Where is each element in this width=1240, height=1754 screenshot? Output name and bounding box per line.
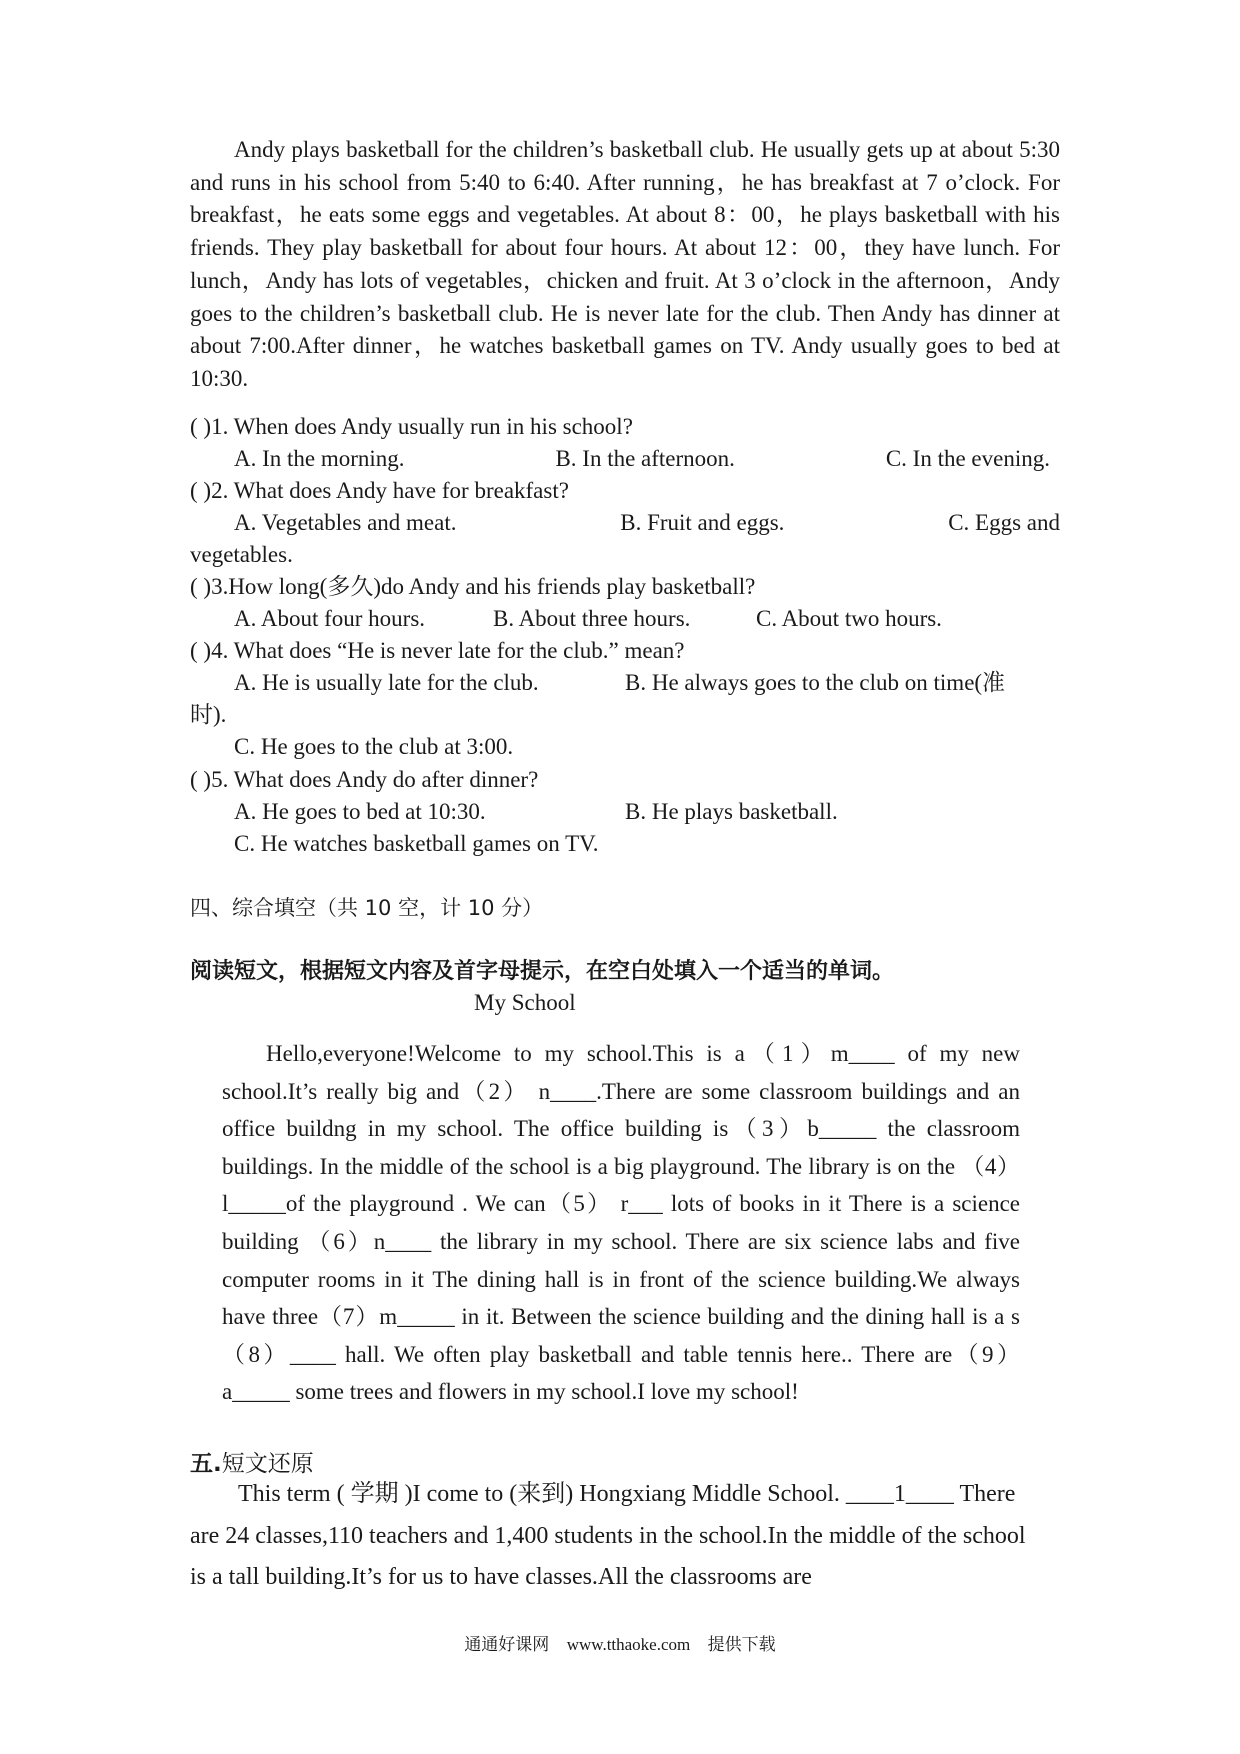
question-5-option-c[interactable]: C. He watches basketball games on TV.	[234, 831, 599, 856]
question-1-option-a[interactable]: A. In the morning.	[234, 446, 405, 471]
footer-site-name: 通通好课网	[464, 1635, 550, 1655]
question-1-stem: ( )1. When does Andy usually run in his school?	[190, 414, 633, 439]
reading-passage	[190, 134, 1060, 396]
question-5-option-b[interactable]: B. He plays basketball.	[625, 799, 838, 824]
question-3-option-c[interactable]: C. About two hours.	[756, 606, 942, 631]
question-3-option-b[interactable]: B. About three hours.	[493, 606, 691, 631]
question-2-option-b[interactable]: B. Fruit and eggs.	[620, 510, 785, 535]
section-4-title: My School	[474, 990, 576, 1015]
question-3-stem: ( )3.How long(多久)do Andy and his friends play basketball?	[190, 574, 756, 599]
question-2-option-a[interactable]: A. Vegetables and meat.	[234, 510, 457, 535]
footer-suffix: 提供下载	[707, 1635, 776, 1655]
question-4-option-b-wrap: 时).	[190, 702, 227, 727]
question-1-options	[234, 444, 1060, 474]
question-5-stem: ( )5. What does Andy do after dinner?	[190, 767, 539, 792]
question-2-stem: ( )2. What does Andy have for breakfast?	[190, 478, 569, 503]
section-4-passage	[222, 1035, 1020, 1411]
question-2-options	[234, 508, 1060, 538]
question-4-option-b[interactable]: B. He always goes to the club on time(准	[625, 670, 1006, 695]
section-5-passage	[190, 1474, 1036, 1599]
section-5-title: 短文还原	[221, 1451, 314, 1477]
question-2-option-c[interactable]: C. Eggs and	[948, 510, 1060, 535]
question-4-stem: ( )4. What does “He is never late for the club.” mean?	[190, 638, 685, 663]
section-5-passage-text: This term ( 学期 )I come to (来到) Hongxiang Middle School. ____1____ There are 24 classes,110 teachers and 1,400 students in the school.In the middle of the school is a tall building.It’s for us to have classes.All the classrooms are	[190, 1481, 1026, 1590]
question-4-option-a[interactable]: A. He is usually late for the club.	[234, 670, 539, 695]
section-5-number: 五.	[190, 1451, 222, 1477]
question-2-option-c-wrap: vegetables.	[190, 542, 293, 567]
question-1-option-c[interactable]: C. In the evening.	[885, 446, 1050, 471]
question-5-option-a[interactable]: A. He goes to bed at 10:30.	[234, 799, 486, 824]
section-4-instruction: 阅读短文，根据短文内容及首字母提示，在空白处填入一个适当的单词。	[190, 959, 895, 984]
question-3-option-a[interactable]: A. About four hours.	[234, 606, 426, 631]
reading-passage-text: Andy plays basketball for the children’s basketball club. He usually gets up at about 5:30 and runs in his school from 5:40 to 6:40. After running，he has breakfast at 7 o’clock. For breakfast，he eats some eggs and vegetables. At about 8：00，he plays basketball with his friends. They play basketball for about four hours. At about 12：00，they have lunch. For lunch，Andy has lots of vegetables，chicken and fruit. At 3 o’clock in the afternoon，Andy goes to the children’s basketball club. He is never late for the club. Then Andy has dinner at about 7:00.After dinner，he watches basketball games on TV. Andy usually goes to bed at 10:30.	[190, 137, 1060, 391]
page-footer	[0, 1630, 1240, 1655]
section-4-heading: 四、综合填空（共 10 空，计 10 分）	[190, 896, 544, 920]
section-4-passage-text: Hello,everyone!Welcome to my school.This is a（1）m____ of my new school.It’s really big and（2） n____.There are some classroom buildings and an office buildng in my school. The office building is（3）b_____ the classroom buildings. In the middle of the school is a big playground. The library is on the （4）l_____of the playground . We can（5） r___ lots of books in it There is a science building （6）n____ the library in my school. There are six science labs and five computer rooms in it The dining hall is in front of the science building.We always have three（7）m_____ in it. Between the science building and the dining hall is a s（8）____ hall. We often play basketball and table tennis here.. There are（9）a_____ some trees and flowers in my school.I love my school!	[222, 1041, 1020, 1405]
question-1-option-b[interactable]: B. In the afternoon.	[555, 446, 735, 471]
footer-url[interactable]: www.tthaoke.com	[566, 1635, 691, 1654]
question-4-option-c[interactable]: C. He goes to the club at 3:00.	[234, 734, 514, 759]
